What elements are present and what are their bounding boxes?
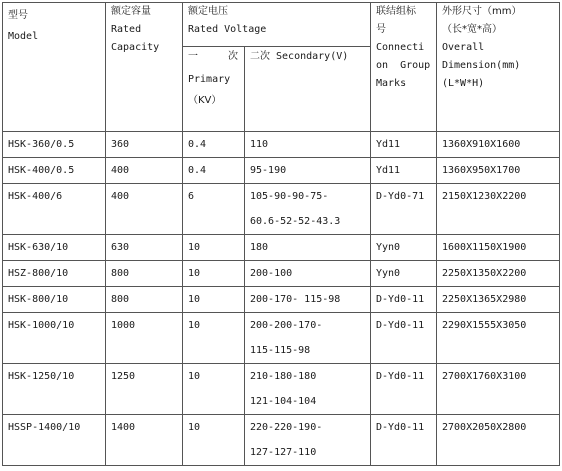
cell-model: HSK-1250/10 — [3, 364, 106, 415]
header-model-en: Model — [8, 31, 39, 42]
cell-connection: D-Yd0-11 — [371, 415, 437, 466]
cell-secondary — [245, 184, 371, 235]
header-capacity-zh: 额定容量 — [111, 6, 151, 17]
cell-model: HSK-400/6 — [3, 184, 106, 235]
cell-secondary — [245, 287, 371, 313]
header-capacity — [106, 3, 183, 132]
header-primary-unit: （KV） — [188, 95, 222, 106]
cell-connection: D-Yd0-11 — [371, 364, 437, 415]
cell-capacity: 360 — [106, 132, 183, 158]
header-model-zh: 型号 — [8, 10, 28, 21]
cell-capacity: 800 — [106, 261, 183, 287]
transformer-spec-table — [2, 2, 560, 466]
cell-secondary-line: 220-220-190- — [250, 422, 323, 433]
cell-model: HSK-400/0.5 — [3, 158, 106, 184]
header-dimension-en-1: Overall — [442, 42, 485, 53]
cell-connection: Yd11 — [371, 158, 437, 184]
cell-secondary-line: 210-180-180 — [250, 371, 317, 382]
cell-primary: 0.4 — [183, 132, 245, 158]
header-connection-en-1: Connecti — [376, 42, 425, 53]
cell-dimension: 2290X1555X3050 — [437, 313, 560, 364]
cell-secondary-line: 105-90-90-75- — [250, 191, 329, 202]
cell-primary: 10 — [183, 415, 245, 466]
cell-secondary — [245, 158, 371, 184]
cell-dimension: 1600X1150X1900 — [437, 235, 560, 261]
header-primary-zh-1: 一 — [188, 51, 198, 62]
header-connection — [371, 3, 437, 132]
cell-primary: 6 — [183, 184, 245, 235]
cell-secondary — [245, 261, 371, 287]
cell-secondary-line: 110 — [250, 139, 269, 150]
header-dimension-en-2: Dimension(mm) — [442, 60, 521, 71]
cell-secondary-line: 121-104-104 — [250, 396, 317, 407]
cell-dimension: 1360X910X1600 — [437, 132, 560, 158]
cell-dimension: 2700X1760X3100 — [437, 364, 560, 415]
header-dimension — [437, 3, 560, 132]
header-voltage-en: Rated Voltage — [188, 24, 267, 35]
cell-secondary-line: 200-170- 115-98 — [250, 294, 341, 305]
cell-primary: 10 — [183, 364, 245, 415]
cell-connection: D-Yd0-11 — [371, 313, 437, 364]
cell-secondary — [245, 235, 371, 261]
cell-dimension: 2150X1230X2200 — [437, 184, 560, 235]
header-model — [3, 3, 106, 132]
header-primary-zh-2: 次 — [228, 51, 238, 62]
cell-primary: 10 — [183, 261, 245, 287]
header-dimension-en-3: (L*W*H) — [442, 78, 485, 89]
cell-connection: Yd11 — [371, 132, 437, 158]
cell-secondary — [245, 415, 371, 466]
cell-capacity: 1000 — [106, 313, 183, 364]
cell-secondary — [245, 132, 371, 158]
cell-capacity: 1400 — [106, 415, 183, 466]
cell-capacity: 400 — [106, 184, 183, 235]
cell-secondary-line: 180 — [250, 242, 269, 253]
table-row — [3, 132, 560, 158]
cell-primary: 10 — [183, 313, 245, 364]
cell-capacity: 800 — [106, 287, 183, 313]
cell-dimension: 2250X1365X2980 — [437, 287, 560, 313]
header-voltage-group — [183, 3, 371, 47]
table-row — [3, 287, 560, 313]
cell-connection: D-Yd0-71 — [371, 184, 437, 235]
header-capacity-en-1: Rated — [111, 24, 142, 35]
header-connection-en-3: Marks — [376, 78, 407, 89]
cell-secondary-line: 200-200-170- — [250, 320, 323, 331]
header-primary — [183, 47, 245, 132]
cell-capacity: 630 — [106, 235, 183, 261]
header-connection-zh-1: 联结组标 — [376, 6, 416, 17]
cell-connection: Yyn0 — [371, 235, 437, 261]
cell-secondary-line: 127-127-110 — [250, 447, 317, 458]
cell-capacity: 400 — [106, 158, 183, 184]
header-voltage-zh: 额定电压 — [188, 6, 228, 17]
cell-model: HSZ-800/10 — [3, 261, 106, 287]
header-capacity-en-2: Capacity — [111, 42, 160, 53]
table-row — [3, 184, 560, 235]
cell-dimension: 2250X1350X2200 — [437, 261, 560, 287]
table-row — [3, 158, 560, 184]
table-row — [3, 313, 560, 364]
header-secondary — [245, 47, 371, 132]
table-row — [3, 364, 560, 415]
cell-primary: 10 — [183, 287, 245, 313]
cell-secondary-line: 200-100 — [250, 268, 293, 279]
cell-model: HSK-1000/10 — [3, 313, 106, 364]
cell-model: HSK-360/0.5 — [3, 132, 106, 158]
cell-secondary-line: 115-115-98 — [250, 345, 311, 356]
table-row — [3, 235, 560, 261]
header-dimension-zh-2: （长*宽*高） — [442, 24, 502, 35]
cell-secondary — [245, 313, 371, 364]
table-row — [3, 415, 560, 466]
cell-primary: 10 — [183, 235, 245, 261]
cell-dimension: 1360X950X1700 — [437, 158, 560, 184]
cell-primary: 0.4 — [183, 158, 245, 184]
cell-connection: D-Yd0-11 — [371, 287, 437, 313]
cell-secondary-line: 95-190 — [250, 165, 287, 176]
cell-model: HSK-800/10 — [3, 287, 106, 313]
cell-capacity: 1250 — [106, 364, 183, 415]
cell-dimension: 2700X2050X2800 — [437, 415, 560, 466]
header-dimension-zh-1: 外形尺寸（mm） — [442, 6, 522, 17]
header-primary-en: Primary — [188, 74, 231, 85]
cell-model: HSSP-1400/10 — [3, 415, 106, 466]
cell-secondary — [245, 364, 371, 415]
table-row — [3, 261, 560, 287]
cell-connection: Yyn0 — [371, 261, 437, 287]
cell-model: HSK-630/10 — [3, 235, 106, 261]
header-secondary-label: 二次 Secondary(V) — [250, 51, 349, 62]
header-connection-zh-2: 号 — [376, 24, 386, 35]
cell-secondary-line: 60.6-52-52-43.3 — [250, 216, 341, 227]
header-connection-en-2: on Group — [376, 60, 431, 71]
